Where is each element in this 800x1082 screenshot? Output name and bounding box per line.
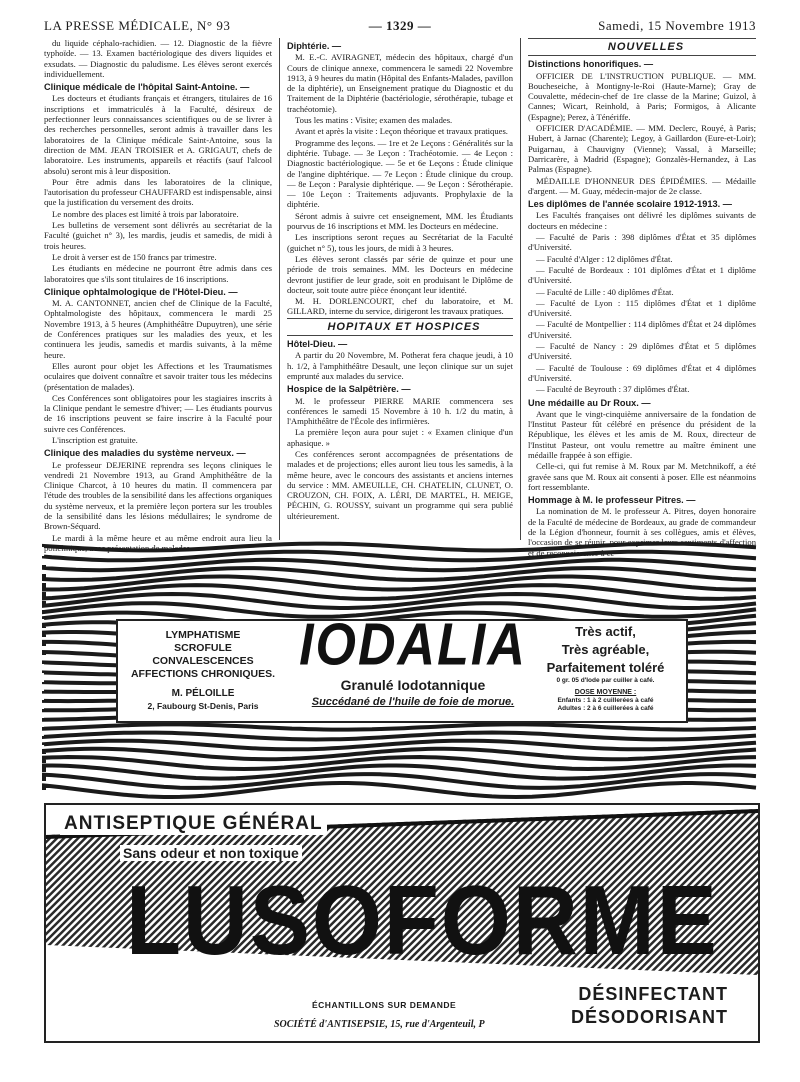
claim-line: Très agréable, [561, 642, 650, 657]
maker-address: 2, Faubourg St-Denis, Paris [147, 701, 259, 711]
paragraph: Pour être admis dans les laboratoires de la clinique, l'autorisation du professeur CHAUFFARD est indispensable, ainsi que la justification du versement des droits. [44, 176, 272, 208]
paragraph: — Faculté de Lyon : 115 diplômes d'État et 1 diplôme d'Université. [528, 297, 756, 319]
paragraph: OFFICIER DE L'INSTRUCTION PUBLIQUE. — MM. Boucheseiche, à Montigny-le-Roi (Haute-Marne); Gray de Couvalette, médecin-chef de 1re classe de la Marine; Guizol, à Cannes; Wicart, Reinhold, à Paris; Formigos, à Alicante (Espagne); Perez, à Ténériffe. [528, 70, 756, 122]
issue-date: Samedi, 15 Novembre 1913 [598, 18, 756, 33]
paragraph: Les élèves seront classés par série de quinze et pour une période de trois semaines. MM. les Docteurs en médecine devront justifier de leur grade, soit en produisant le Diplôme de docteur, soit toute autre pièce énonçant leur identité. [287, 253, 513, 295]
paragraph: Programme des leçons. — 1re et 2e Leçons : Généralités sur la diphtérie. Tubage. — 3e Leçon : Trachéotomie. — 4e Leçon : Diagnostic bactériologique. — 5e et 6e Leçons : Étude clinique de l'angine diphtérique. — 7e Leçon : Étude clinique du croup. — 8e Leçon : Paralysie diphtérique. — 9e Leçon : Sérothérapie. — 10e Leçon : Traitements adjuvants. Prophylaxie de la diphtérie. [287, 137, 513, 210]
paragraph: — Faculté de Beyrouth : 37 diplômes d'État. [536, 384, 690, 395]
paragraph: — Faculté de Montpellier : 114 diplômes d'État et 24 diplômes d'Université. [528, 319, 756, 340]
paragraph: Avant que le vingt-cinquième anniversaire de la fondation de l'Institut Pasteur fût célébré en présence du président de la République, les élèves et les amis de M. Roux, directeur de l'Institut Pasteur, ont voulu remettre au maître éminent une médaille frappée à son effigie. [528, 408, 756, 460]
section-heading: Diphtérie. — [287, 41, 342, 51]
paragraph: MÉDAILLE D'HONNEUR DES ÉPIDÉMIES. — Médaille d'argent. — M. Guay, médecin-major de 2e classe. [528, 175, 756, 196]
iodalia-advertisement [44, 553, 756, 787]
paragraph: — Faculté de Lille : 40 diplômes d'État. [536, 286, 674, 297]
paragraph: — Faculté de Paris : 398 diplômes d'État et 35 diplômes d'Université. [528, 232, 756, 253]
paragraph: L'inscription est gratuite. [52, 434, 138, 445]
paragraph: — Faculté d'Alger : 12 diplômes d'État. [536, 253, 673, 264]
section-banner: HOPITAUX ET HOSPICES [287, 318, 513, 336]
paragraph: Elles auront pour objet les Affections et les Traumatismes oculaires que doivent connaître et savoir traiter tous les médecins (présentation de malades). [44, 360, 272, 392]
column-1 [44, 38, 272, 553]
column-2 [287, 38, 513, 540]
paragraph: Les inscriptions seront reçues au Secrétariat de la Faculté (guichet n° 5), tous les jours, de midi à 3 heures. [287, 232, 513, 253]
dose-title: DOSE MOYENNE : [574, 689, 637, 696]
lusoforme-subhead: Sans odeur et non toxique [120, 845, 302, 861]
dose-adults: Adultes : 2 à 6 cuillerées à café [557, 705, 654, 712]
paragraph: Séront admis à suivre cet enseignement, MM. les Étudiants pourvus de 16 inscriptions et MM. les Docteurs en médecine. [287, 210, 513, 232]
dose-children: Enfants : 1 à 2 cuillerées à café [557, 697, 654, 704]
paragraph: Celle-ci, qui fut remise à M. Roux par M. Metchnikoff, a été gravée sans que M. Roux ait consenti à poser. Elle est néanmoins fort ressemblante. [528, 461, 756, 492]
paragraph: La première leçon aura pour sujet : « Examen clinique d'un aphasique. » [287, 427, 513, 448]
paragraph: Ces conférences seront accompagnées de présentations de malades et de projections; elles auront lieu tous les samedis, à la même heure, avec le concours des assistants et anciens internes du service : MM. AMEUILLE, CH. CHATELIN, CLUNET, O. CROUZON, CH. FOIX, A. LÉRI, DE MARTEL, H. MEIGE, PÉCHIN, G. ROUSSY, suivant un programme qui sera publié ultérieurement. [287, 448, 513, 521]
paragraph: La nomination de M. le professeur A. Pitres, doyen honoraire de la Faculté de médecine de Bordeaux, au grade de commandeur de la Légion d'honneur, fournit à ses collègues, amis et élèves, l'occasion de se réunir, pour exprimer leurs sentiments d'affection et de reconnaissance à ce [528, 506, 756, 558]
lusoforme-advertisement [44, 803, 760, 1043]
claim-deodorant: DÉSODORISANT [570, 1007, 728, 1027]
lusoforme-brand: LUSOFORME [126, 865, 719, 975]
journal-title: LA PRESSE MÉDICALE, N° 93 [44, 18, 231, 33]
wave-line [44, 585, 756, 599]
article-columns [44, 38, 756, 558]
paragraph: Les bulletins de versement sont délivrés au secrétariat de la Faculté (guichet n° 3), les mardis, jeudis et samedis, de midi à trois heures. [44, 220, 272, 251]
wave-line [44, 724, 756, 729]
paragraph: Le mardi à la même heure et au même endroit aura lieu la policlinique, avec présentation de malades. [44, 532, 272, 553]
samples-note: ÉCHANTILLONS SUR DEMANDE [312, 1000, 457, 1010]
paragraph: M. E.-C. AVIRAGNET, médecin des hôpitaux, chargé d'un Cours de clinique annexe, commencera le samedi 22 Novembre 1913, à 9 heures du matin (Hôpital des Enfants-Malades, pavillon de la diphtérie), un Enseignement pratique du Diagnostic et du Traitement de la Diphtérie (bactériologie, sérothérapie, tubage et trachéotomie). [287, 52, 514, 114]
paragraph: M. A. CANTONNET, ancien chef de Clinique de la Faculté, Ophtalmologiste des hôpitaux, commencera le mardi 25 Novembre 1913, à 5 heures (Amphithéâtre Dupuytren), une série de Conférences pratiques sur les maladies des yeux, et les continuera les jeudis, samedis et mardis suivants, à la même heure. [44, 298, 272, 360]
maker-name: M. PÉLOILLE [171, 688, 235, 699]
section-heading: Hôtel-Dieu. — [287, 339, 348, 350]
paragraph: — Faculté de Bordeaux : 101 diplômes d'État et 1 diplôme d'Université. [528, 264, 756, 286]
paragraph: Le professeur DEJERINE reprendra ses leçons cliniques le vendredi 21 Novembre 1913, au Grand Amphithéâtre de la Clinique Charcot, à 10 heures du matin. Il commencera par l'étude des troubles de la sensibilité dans les affections organiques du système nerveux, et la première leçon portera sur les troubles de la sensibilité dans les lésions médullaires; le syndrome de Brown-Séquard. [44, 459, 272, 532]
iodalia-claims [533, 623, 678, 713]
lusoforme-headline: ANTISEPTIQUE GÉNÉRAL [60, 813, 327, 835]
page-number: — 1329 — [368, 18, 432, 33]
wave-line [44, 733, 756, 740]
iodalia-tagline: Succédané de l'huile de foie de morue. [311, 696, 515, 708]
iodalia-subtitle: Granulé Iodotannique [340, 677, 486, 693]
paragraph: du liquide céphalo-rachidien. — 12. Diagnostic de la fièvre typhoïde. — 13. Examen bactériologique des divers liquides et exsudats. — Diagnostic du paludisme. Les élèves seront exercés individuellement. [44, 38, 272, 79]
iodalia-brand: IODALIA [299, 611, 527, 679]
company-address: SOCIÉTÉ d'ANTISEPSIE, 15, rue d'Argenteuil, P [274, 1019, 485, 1030]
section-heading: Clinique ophtalmologique de l'Hôtel-Dieu. — [44, 286, 238, 297]
paragraph: Les docteurs et étudiants français et étrangers, titulaires de 16 inscriptions et immatriculés à la Faculté, désireux de perfectionner leurs connaissances scientifiques ou de se livrer à des recherches personnelles, seront admis à travailler dans les laboratoires de la Clinique médicale Saint-Antoine, sous la direction de MM. JEAN TROISIER et A. GRIGAUT, chefs de laboratoire. Les instruments, appareils et réactifs (sauf l'alcool absolu) seront mis à leur disposition. [44, 93, 272, 176]
indication-line: LYMPHATISME [165, 629, 241, 641]
column-3 [528, 38, 756, 558]
wave-line [44, 741, 756, 750]
paragraph: — Faculté de Nancy : 29 diplômes d'État et 5 diplômes d'Université. [528, 341, 756, 362]
iodalia-panel [116, 611, 688, 723]
paragraph: A partir du 20 Novembre, M. Potherat fera chaque jeudi, à 10 h. 1/2, à l'amphithéâtre Desault, une leçon clinique sur un sujet emprunté aux malades du service. [287, 350, 513, 381]
section-heading: Distinctions honorifiques. — [528, 59, 654, 70]
dose-note: 0 gr. 05 d'Iode par cuiller à café. [556, 677, 655, 684]
claim-disinfectant: DÉSINFECTANT [578, 984, 728, 1004]
paragraph: Tous les matins : Visite; examen des malades. [295, 115, 453, 126]
claim-line: Très actif, [575, 624, 636, 639]
indication-line: SCROFULE [174, 642, 232, 654]
paragraph: Le droit à verser est de 150 francs par trimestre. [52, 251, 217, 262]
column-rule [520, 38, 521, 540]
section-heading: Une médaille au Dr Roux. — [528, 397, 651, 408]
paragraph: Les étudiants en médecine ne pourront être admis dans ces laboratoires que s'ils sont titulaires de 16 inscriptions. [44, 263, 272, 284]
section-heading: Les diplômes de l'année scolaire 1912-1913. — [528, 199, 732, 210]
paragraph: M. le professeur PIERRE MARIE commencera ses conférences le samedi 15 Novembre à 10 h. 1/2 du matin, à l'Amphithéâtre de l'École des infirmières. [287, 395, 513, 427]
paragraph: Le nombre des places est limité à trois par laboratoire. [52, 208, 239, 219]
indication-line: CONVALESCENCES [152, 655, 254, 667]
page-header [44, 18, 756, 36]
section-heading: Clinique médicale de l'hôpital Saint-Antoine. — [44, 82, 250, 93]
paragraph: Les Facultés françaises ont délivré les diplômes suivants de docteurs en médecine : [528, 210, 756, 231]
section-banner: NOUVELLES [528, 38, 756, 56]
claim-line: Parfaitement toléré [546, 660, 665, 675]
paragraph: — Faculté de Toulouse : 69 diplômes d'État et 4 diplômes d'Université. [528, 362, 756, 383]
indication-line: AFFECTIONS CHRONIQUES. [130, 668, 276, 680]
section-heading: Hospice de la Salpêtrière. — [287, 384, 411, 395]
paragraph: Avant et après la visite : Leçon théorique et travaux pratiques. [295, 126, 508, 137]
column-rule [279, 38, 280, 540]
lusoforme-claims [567, 983, 732, 1029]
indications-list [128, 629, 278, 713]
section-heading: Hommage à M. le professeur Pitres. — [528, 495, 696, 506]
section-heading: Clinique des maladies du système nerveux. — [44, 448, 246, 459]
paragraph: Ces Conférences sont obligatoires pour les stagiaires inscrits à la Clinique pendant le semestre d'hiver; — Les étudiants pourvus de 16 inscriptions peuvent se faire inscrire à la Faculté pour suivre ces Conférences. [44, 392, 272, 434]
paragraph: OFFICIER D'ACADÉMIE. — MM. Declerc, Rouyé, à Paris; Hubert, à Jarnac (Charente); Legoy, à Gaillardon (Eure-et-Loir); Puigarnau, à Chauvigny (Vienne); Vassal, à Marseille; Darricarère, à Madrid (Espagne); Gonzalès-Hernandez, à Las Palmas (Espagne). [528, 123, 756, 175]
paragraph: M. H. DORLENCOURT, chef du laboratoire, et M. GILLARD, interne du service, dirigeront les travaux pratiques. [287, 296, 513, 317]
